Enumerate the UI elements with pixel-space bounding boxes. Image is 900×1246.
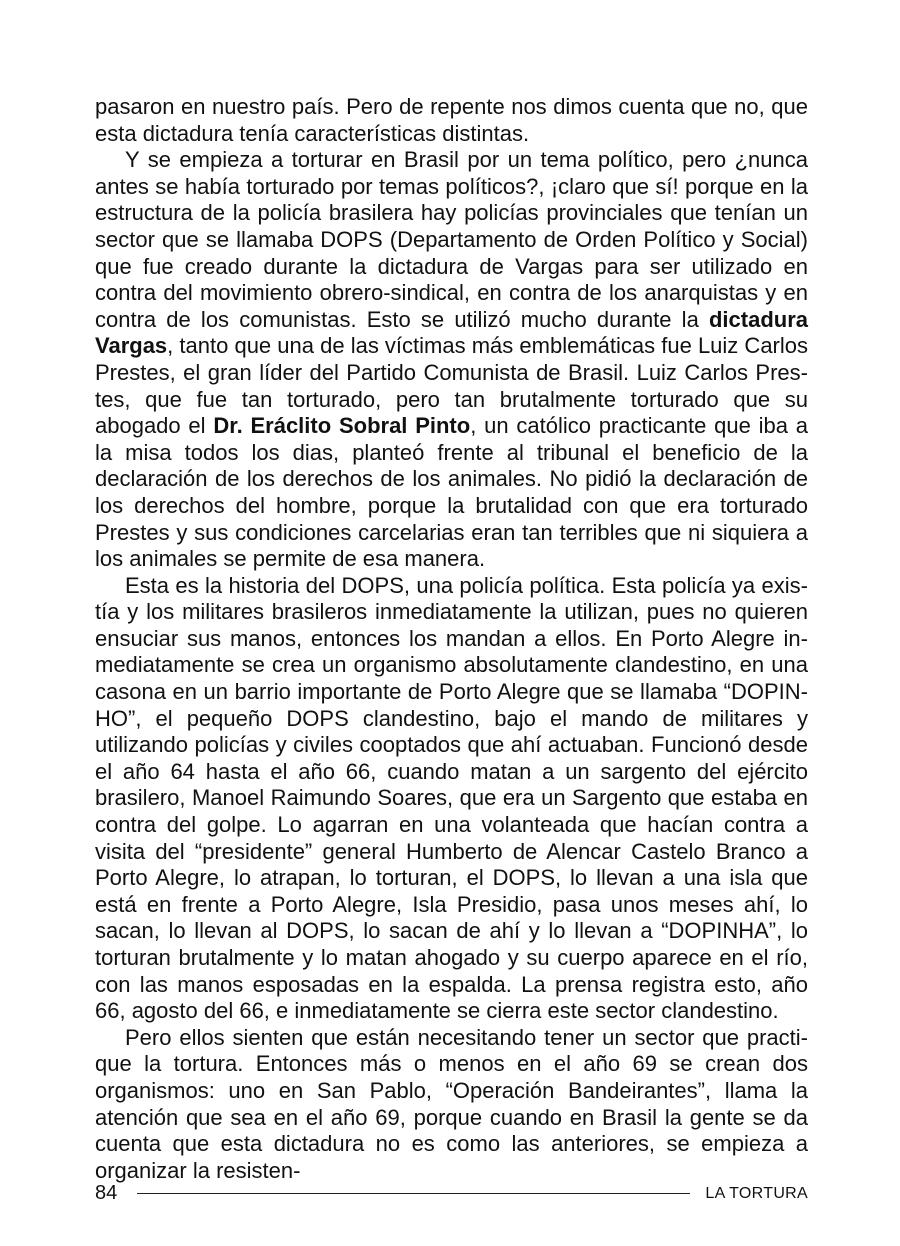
text-run: , tanto que una de las víctimas más emblemáticas fue Luiz Carlos Prestes, el gran líder del Partido Comunista de Brasil. Luiz Carlos Prestes, que fue tan torturado, pero tan brutalmente torturado que su abogado el bbox=[95, 333, 808, 439]
text-run: Esta es la historia del DOPS, una policía política. Esta policía ya existía y los militares brasileros inmediatamente la utilizan, pues no quieren ensuciar sus manos, entonces los mandan a ellos. En Porto Alegre inmediatamente se crea un organismo absolutamente clandestino, en una casona en un barrio importante de Porto Alegre que se llamaba “DOPINHO”, el pequeño DOPS clandestino, bajo el mando de militares y utilizando policías y civiles cooptados que ahí actuaban. Funcionó desde el año 64 hasta el año 66, cuando matan a un sargento del ejército brasilero, Manoel Raimundo Soares, que era un Sargento que estaba en contra del golpe. Lo agarran en una volanteada que hacían contra a visita del “presidente” general Humberto de Alencar Castelo Branco a Porto Alegre, lo atrapan, lo torturan, el DOPS, lo llevan a una isla que está en frente a Porto Alegre, Isla Presidio, pasa unos meses ahí, lo sacan, lo llevan al DOPS, lo sacan de ahí y lo llevan a “DOPINHA”, lo torturan brutalmente y lo matan ahogado y su cuerpo aparece en el río, con las manos esposadas en la espalda. La prensa registra esto, año 66, agosto del 66, e inmediatamente se cierra este sector clandestino. bbox=[95, 572, 808, 1024]
text-run: Y se empieza a torturar en Brasil por un tema político, pero ¿nunca antes se había torturado por temas políticos?, ¡claro que sí! porque en la estructura de la policía brasilera hay policías provinciales que tenían un sector que se llamaba DOPS (Departamento de Orden Político y Social) que fue creado durante la dictadura de Vargas para ser utilizado en contra del movimiento obrero-sindical, en contra de los anarquistas y en contra de los comunistas. Esto se utilizó mucho durante la bbox=[95, 147, 808, 332]
text-run: , un católico practicante que iba a la misa todos los dias, planteó frente al tribunal el beneficio de la declaración de los derechos de los animales. No pidió la declaración de los derechos del hombre, porque la brutalidad con que era torturado Prestes y sus condiciones carcelarias eran tan terribles que ni siquiera a los animales se permite de esa manera. bbox=[95, 413, 808, 572]
text-run: pasaron en nuestro país. Pero de repente nos dimos cuenta que no, que esta dictadura tenía características distintas. bbox=[95, 94, 808, 146]
running-title: LA TORTURA bbox=[705, 1185, 808, 1202]
paragraph bbox=[95, 1025, 808, 1185]
page-footer bbox=[95, 1180, 808, 1206]
bold-phrase: Dr. Eráclito Sobral Pinto bbox=[213, 413, 471, 439]
footer-rule bbox=[137, 1193, 690, 1194]
paragraph bbox=[95, 94, 808, 147]
text-run: Pero ellos sienten que están necesitando tener un sector que practique la tortura. Entonces más o menos en el año 69 se crean dos organismos: uno en San Pablo, “Operación Bandeirantes”, llama la atención que sea en el año 69, porque cuando en Brasil la gente se da cuenta que esta dictadura no es como las anteriores, se empieza a organizar la resisten- bbox=[95, 1024, 808, 1183]
page-number: 84 bbox=[95, 1182, 118, 1204]
bold-phrase: dictadura Vargas bbox=[95, 306, 808, 359]
paragraph bbox=[95, 573, 808, 1025]
paragraph bbox=[95, 147, 808, 573]
body-text bbox=[95, 94, 808, 1184]
